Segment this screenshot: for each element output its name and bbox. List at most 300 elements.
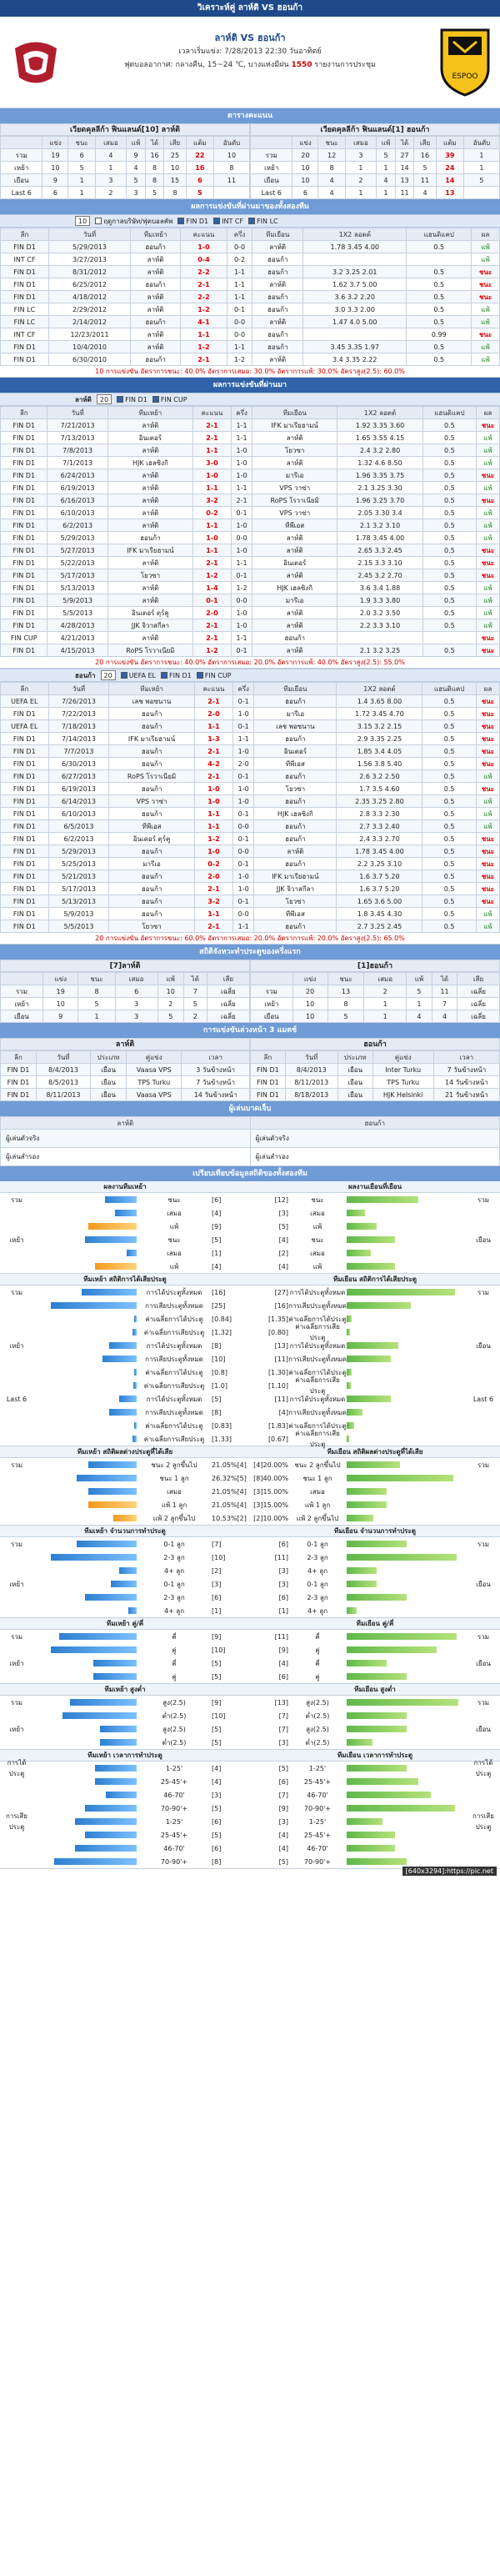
bar-value: [11] xyxy=(274,1355,288,1363)
bar-label: ค่าเฉลี่ยการเสียประตู xyxy=(143,1381,205,1390)
table-row xyxy=(1,720,500,733)
bar-home xyxy=(70,1699,137,1706)
bar-value: [5] xyxy=(212,1804,222,1812)
checkbox-icon[interactable] xyxy=(121,672,128,679)
table-cell: 4 xyxy=(318,174,345,187)
table-cell: FIN D1 xyxy=(1,870,49,883)
checkbox-icon[interactable] xyxy=(178,218,184,224)
table-cell: IFK มาเรียฮามน์ xyxy=(108,544,192,557)
bar-value: [5] xyxy=(278,1764,288,1772)
column-header: เสีย xyxy=(164,137,187,149)
table-cell: 0.5 xyxy=(422,758,477,770)
bar-track xyxy=(33,1289,137,1296)
table-cell: 8/31/2012 xyxy=(48,266,130,278)
bar-value: [4] xyxy=(278,1408,288,1416)
bar-away xyxy=(347,1845,395,1852)
column-header xyxy=(251,973,293,985)
bar-track xyxy=(33,1594,137,1601)
stat-row-home xyxy=(0,1537,250,1551)
table-cell: 6/30/2010 xyxy=(48,353,130,366)
table-cell: 1-0 xyxy=(232,469,252,482)
h2h-filter-3[interactable]: FIN LC xyxy=(248,218,278,225)
table-row xyxy=(1,532,500,544)
table-cell: ฮอนก้า xyxy=(252,632,338,644)
bar-value: [6] xyxy=(212,1817,222,1826)
table-cell: FIN D1 xyxy=(1,708,49,720)
table-cell: 0.5 xyxy=(422,695,477,708)
recent-home-count[interactable]: 20 xyxy=(97,394,112,404)
checkbox-icon[interactable] xyxy=(152,396,159,403)
bar-home xyxy=(88,1461,137,1468)
stat-row-away xyxy=(250,1670,500,1683)
column-header: แต้ม xyxy=(186,137,213,149)
table-cell: 4 xyxy=(377,174,396,187)
table-cell: 4/18/2012 xyxy=(48,291,130,303)
stat-side-home xyxy=(0,1537,250,1617)
table-cell: แพ้ xyxy=(477,594,500,607)
stat-block xyxy=(0,1458,500,1526)
table-cell: 1-1 xyxy=(227,291,252,303)
bar-label: สูง(2.5) xyxy=(306,1698,329,1706)
bar-track xyxy=(33,1858,137,1865)
table-row xyxy=(1,745,500,758)
recent-away-filter-bar xyxy=(0,669,500,682)
stat-side-away xyxy=(250,1759,500,1868)
table-cell: 1-4 xyxy=(192,582,231,594)
bar-label: คี่ xyxy=(315,1632,320,1641)
table-cell: ลาห์ติ xyxy=(108,557,192,569)
table-row xyxy=(1,908,500,920)
table-cell: 4 xyxy=(432,1010,457,1023)
bar-value: [25] xyxy=(212,1301,226,1310)
table-cell: 0.5 xyxy=(422,519,476,532)
table-cell: 0-0 xyxy=(227,316,252,328)
column-header: ครึ่ง xyxy=(227,228,252,241)
bar-value: [9] xyxy=(212,1222,222,1230)
table-cell: ลาห์ติ xyxy=(108,507,192,519)
recent-away-filter-2[interactable]: FIN D1 xyxy=(161,672,192,679)
table-cell: JJK จิวาสกีลา xyxy=(254,883,337,895)
bar-home xyxy=(111,1581,137,1587)
table-cell: ลาห์ติ xyxy=(108,469,192,482)
table-cell: 1-1 xyxy=(232,482,252,494)
recent-away-filter-3[interactable]: FIN CUP xyxy=(197,672,232,679)
column-header: ชนะ xyxy=(318,137,345,149)
column-header: 1X2 ลอตต์ xyxy=(338,407,423,419)
bar-label: การได้ประตูทั้งหมด xyxy=(146,1288,202,1296)
table-cell: 8 xyxy=(328,998,364,1010)
recent-home-filter-1[interactable]: FIN D1 xyxy=(117,396,148,403)
bar-track xyxy=(33,1633,137,1640)
table-cell: ฮอนก้า xyxy=(109,720,195,733)
stat-row-away xyxy=(250,1828,500,1842)
bar-away xyxy=(347,1646,437,1653)
bar-label: 4+ ลูก xyxy=(163,1566,185,1575)
table-row xyxy=(1,795,500,808)
bar-away xyxy=(347,1356,391,1362)
table-cell: 14 วันข้างหน้า xyxy=(433,1076,499,1089)
table-cell: HJK เฮลซิงกิ xyxy=(252,582,338,594)
bar-value: [1.10] xyxy=(268,1381,288,1390)
table-cell: 1 xyxy=(345,162,376,174)
bar-label: การเสียประตูทั้งหมด xyxy=(288,1301,347,1310)
table-cell xyxy=(303,328,407,341)
bar-track xyxy=(347,1501,467,1508)
h2h-count-select[interactable]: 10 xyxy=(75,216,90,226)
table-cell: 6/30/2013 xyxy=(48,758,109,770)
table-cell: 1 xyxy=(95,162,126,174)
bar-away xyxy=(347,1567,377,1574)
bar-label: 46-70' xyxy=(307,1844,328,1852)
column-header: คู่แข่ง xyxy=(372,1051,433,1064)
table-cell: 2.0 3.2 3.50 xyxy=(338,607,423,619)
bar-label: ชนะ xyxy=(311,1195,324,1204)
table-cell: 8/5/2013 xyxy=(36,1076,90,1089)
table-cell: เหย้า xyxy=(251,162,292,174)
column-header: แพ้ xyxy=(127,137,146,149)
column-header: แพ้ xyxy=(377,137,396,149)
table-cell: VPS วาซ่า xyxy=(252,482,338,494)
table-cell: 2-1 xyxy=(194,770,232,783)
table-cell: 0.5 xyxy=(422,457,476,469)
stat-title-right: ทีมเยือน สถิติผลต่างประตูที่ได้เสีย xyxy=(327,1448,423,1456)
table-row xyxy=(1,783,500,795)
bar-home xyxy=(119,1567,137,1574)
table-row xyxy=(1,557,500,569)
table-cell: 5 xyxy=(78,998,115,1010)
checkbox-icon[interactable] xyxy=(248,218,255,224)
table-cell: 12/23/2011 xyxy=(48,328,130,341)
table-row xyxy=(1,278,500,291)
table-cell: 4 xyxy=(127,162,146,174)
bar-away xyxy=(347,1792,431,1798)
table-cell: 6 xyxy=(68,149,95,162)
table-cell: FIN D1 xyxy=(1,908,49,920)
table-cell: 5 xyxy=(186,187,213,199)
table-row xyxy=(1,695,500,708)
table-cell: 3.4 3.35 2.22 xyxy=(303,353,407,366)
bar-away xyxy=(347,1673,407,1680)
bar-track xyxy=(33,1541,137,1547)
table-cell: 5/25/2013 xyxy=(48,858,109,870)
table-cell: TPS Turku xyxy=(127,1076,182,1089)
table-row xyxy=(251,174,500,187)
table-cell: 0-0 xyxy=(233,908,254,920)
table-row xyxy=(1,457,500,469)
table-cell xyxy=(338,632,423,644)
bar-track xyxy=(347,1646,467,1653)
recent-away-count[interactable]: 20 xyxy=(101,670,116,680)
table-cell: 2 xyxy=(183,1010,207,1023)
bar-value: [2]10.00% xyxy=(253,1514,288,1522)
bar-away xyxy=(347,1210,365,1216)
table-cell: แพ้ xyxy=(476,820,499,833)
table-cell: 15 xyxy=(164,174,187,187)
table-cell: ลาห์ติ xyxy=(108,494,192,507)
table-cell: INT CF xyxy=(1,328,49,341)
table-cell: 0.5 xyxy=(422,532,476,544)
table-cell: 1-1 xyxy=(227,278,252,291)
table-cell: 0.5 xyxy=(422,883,477,895)
table-cell: 0.5 xyxy=(407,291,472,303)
table-cell: ฮอนก้า xyxy=(254,770,337,783)
table-cell: 1-0 xyxy=(194,795,232,808)
table-cell: 4 xyxy=(95,149,126,162)
table-cell: FIN D1 xyxy=(1,833,49,845)
bar-value: [5] xyxy=(212,1725,222,1733)
table-cell: FIN D1 xyxy=(1,895,49,908)
table-cell: 0-1 xyxy=(227,303,252,316)
bar-value: [10] xyxy=(212,1711,226,1720)
table-cell: เยือน xyxy=(338,1076,372,1089)
bar-home xyxy=(93,1660,137,1666)
table-row xyxy=(1,858,500,870)
table-row xyxy=(251,1064,500,1076)
table-cell: 1.65 3.55 4.15 xyxy=(338,432,423,444)
checkbox-icon[interactable] xyxy=(95,218,102,224)
h2h-filter-2[interactable]: INT CF xyxy=(213,218,243,225)
table-cell: ชนะ xyxy=(476,870,499,883)
table-cell: 0-2 xyxy=(227,253,252,266)
bar-label: 2-3 ลูก xyxy=(163,1593,185,1601)
espoo-text: ESPOO xyxy=(452,73,478,81)
table-cell: 21 วันข้างหน้า xyxy=(433,1089,499,1101)
table-cell: 2-1 xyxy=(181,353,228,366)
table-cell: ฮอนก้า xyxy=(254,695,337,708)
table-cell: FIN CUP xyxy=(1,632,48,644)
table-cell: 0-2 xyxy=(194,858,232,870)
table-cell: 10 xyxy=(158,985,183,998)
table-cell: 0.5 xyxy=(422,733,477,745)
recent-home-filter-2[interactable]: FIN CUP xyxy=(152,396,188,403)
bar-value: [2] xyxy=(278,1249,288,1257)
bar-label: การเสียประตูทั้งหมด xyxy=(145,1408,203,1416)
top-title-bar: วิเคราะห์คู่ ลาห์ติ VS ฮอนก้า xyxy=(0,0,500,17)
column-header: ได้ xyxy=(183,973,207,985)
bar-label: 0-1 ลูก xyxy=(163,1580,185,1588)
bar-track xyxy=(33,1832,137,1838)
bar-track xyxy=(33,1329,137,1336)
table-row xyxy=(1,266,500,278)
bar-track xyxy=(33,1739,137,1746)
stat-title-left: ทีมเหย้า สูงต่ำ xyxy=(104,1686,146,1693)
table-cell: ฮอนก้า xyxy=(252,341,303,353)
table-cell: 5/13/2013 xyxy=(48,895,109,908)
bar-value: [11] xyxy=(274,1553,288,1561)
column-header: ประเภท xyxy=(338,1051,372,1064)
bar-home xyxy=(88,1488,137,1495)
bar-track xyxy=(347,1436,467,1442)
bar-label: การได้ประตูทั้งหมด xyxy=(289,1395,346,1403)
table-cell: ฮอนก้า xyxy=(254,858,337,870)
bar-track xyxy=(33,1818,137,1825)
bar-value: [27] xyxy=(274,1288,288,1296)
table-cell: 2.6 3.2 2.50 xyxy=(337,770,422,783)
table-cell: ลาห์ติ xyxy=(108,582,192,594)
bar-value: [7] xyxy=(278,1725,288,1733)
table-cell: ลาห์ติ xyxy=(131,253,181,266)
standings-section-title: ตารางคะแนน xyxy=(0,108,500,123)
bar-label: สูง(2.5) xyxy=(162,1725,186,1733)
bar-home xyxy=(109,1342,137,1349)
bar-label: 1-25' xyxy=(165,1817,183,1826)
table-cell: 6/27/2013 xyxy=(48,770,109,783)
table-cell: 1 xyxy=(406,998,432,1010)
bar-label: 70-90'+ xyxy=(303,1857,332,1866)
table-cell: 1-1 xyxy=(192,544,231,557)
table-cell: 7/1/2013 xyxy=(48,457,108,469)
bar-label: การเสียประตูทั้งหมด xyxy=(145,1301,203,1310)
bar-home xyxy=(95,1263,137,1270)
column-header: เสมอ xyxy=(345,137,376,149)
bar-track xyxy=(33,1196,137,1203)
bar-value: [9] xyxy=(212,1632,222,1641)
stat-row-home xyxy=(0,1722,250,1736)
bar-track xyxy=(347,1633,467,1640)
stat-row-home xyxy=(0,1828,250,1842)
checkbox-icon[interactable] xyxy=(117,396,123,403)
table-cell: 8 xyxy=(145,174,163,187)
table-cell: ลาห์ติ xyxy=(252,278,303,291)
table-cell: Vaasa VPS xyxy=(127,1089,182,1101)
bar-value: [7] xyxy=(278,1791,288,1799)
table-cell: ชนะ xyxy=(476,783,499,795)
table-cell: 6/19/2013 xyxy=(48,482,108,494)
table-cell: FIN D1 xyxy=(1,607,48,619)
h2h-filter-1[interactable]: FIN D1 xyxy=(178,218,208,225)
injuries-home-team: ลาห์ติ xyxy=(1,1117,251,1130)
stat-title-right: ทีมเยือน จำนวนการทำประตู xyxy=(334,1527,416,1535)
stat-row-home xyxy=(0,1577,250,1591)
bar-home xyxy=(54,1858,137,1865)
stat-row-home xyxy=(0,1406,250,1419)
table-cell: เฉลี่ย xyxy=(207,1010,249,1023)
table-cell: 5/29/2013 xyxy=(48,532,108,544)
bar-value: [0.84] xyxy=(212,1315,232,1323)
bar-label: แพ้ 1 ลูก xyxy=(161,1501,188,1509)
bar-label: 1-25' xyxy=(165,1764,183,1772)
bar-away xyxy=(347,1554,457,1561)
weather-line xyxy=(0,58,500,70)
bar-label: แพ้ 2 ลูกขึ้นไป xyxy=(152,1514,196,1522)
table-row xyxy=(1,582,500,594)
side-label: รวม xyxy=(10,1195,23,1204)
bar-track xyxy=(347,1712,467,1719)
stat-row-away xyxy=(250,1759,500,1777)
upcoming-home-caption: ลาห์ติ xyxy=(0,1038,250,1050)
table-cell: ฮอนก้า xyxy=(109,708,195,720)
table-cell: ฮอนก้า xyxy=(254,820,337,833)
stat-row-home xyxy=(0,1246,250,1260)
bar-track xyxy=(33,1660,137,1666)
table-cell: 13 xyxy=(436,187,463,199)
column-header: 1X2 ลอตต์ xyxy=(337,683,422,695)
bar-track xyxy=(33,1515,137,1521)
column-header: ลีก xyxy=(1,228,49,241)
bar-label: เสมอ xyxy=(310,1249,325,1257)
recent-away-filter-1[interactable]: UEFA EL xyxy=(121,672,156,679)
column-header: ประเภท xyxy=(90,1051,126,1064)
table-cell: 0-0 xyxy=(232,532,252,544)
table-cell: 0-1 xyxy=(232,507,252,519)
table-row xyxy=(1,569,500,582)
bar-track xyxy=(33,1712,137,1719)
table-row xyxy=(1,494,500,507)
table-cell: ลาห์ติ xyxy=(252,353,303,366)
table-cell: เยือน xyxy=(338,1064,372,1076)
bar-track xyxy=(33,1805,137,1812)
table-cell: 1-1 xyxy=(194,808,232,820)
table-cell: 6 xyxy=(42,187,68,199)
stat-row-home xyxy=(0,1709,250,1722)
checkbox-icon[interactable] xyxy=(197,672,203,679)
bar-value: [6] xyxy=(212,1844,222,1852)
checkbox-icon[interactable] xyxy=(161,672,168,679)
table-cell: ชนะ xyxy=(476,895,499,908)
table-cell: เลช พอซนาน xyxy=(254,720,337,733)
table-cell: FIN D1 xyxy=(1,883,49,895)
table-cell: อินเตอร์ xyxy=(254,745,337,758)
bar-label: ค่าเฉลี่ยการเสียประตู xyxy=(295,1323,340,1341)
table-cell xyxy=(463,187,499,199)
stat-row-away xyxy=(250,1537,500,1551)
table-cell: 0.5 xyxy=(422,845,477,858)
injuries-home-subs: ผู้เล่นสำรอง xyxy=(1,1148,251,1166)
bar-label: ต่ำ(2.5) xyxy=(162,1711,187,1720)
injuries-section-title: ผู้เล่นบาดเจ็บ xyxy=(0,1101,500,1116)
table-cell: รวม xyxy=(251,149,292,162)
bar-track xyxy=(347,1726,467,1732)
bar-track xyxy=(347,1699,467,1706)
table-cell: แพ้ xyxy=(476,920,499,933)
table-cell: 2-1 xyxy=(181,278,228,291)
table-cell: 2-1 xyxy=(192,419,231,432)
checkbox-icon[interactable] xyxy=(213,218,220,224)
stat-row-away xyxy=(250,1630,500,1643)
htft-away xyxy=(250,960,500,1023)
table-row xyxy=(1,594,500,607)
table-cell: FIN D1 xyxy=(251,1076,286,1089)
table-cell: ลาห์ติ xyxy=(108,594,192,607)
table-row xyxy=(1,519,500,532)
table-cell: 2.2 3.3 3.10 xyxy=(338,619,423,632)
bar-track xyxy=(347,1356,467,1362)
stat-row-away xyxy=(250,1709,500,1722)
bar-track xyxy=(347,1488,467,1495)
table-cell: 5/9/2013 xyxy=(48,594,108,607)
table-cell: IFK มาเรียฮามน์ xyxy=(252,419,338,432)
bar-track xyxy=(33,1236,137,1243)
bar-value: 21.05%[4] xyxy=(212,1501,247,1509)
bar-label: คู่ xyxy=(315,1646,320,1654)
table-cell: 1.85 3.4 4.05 xyxy=(337,745,422,758)
table-row xyxy=(1,833,500,845)
column-header: เสีย xyxy=(458,973,500,985)
table-cell: เหย้า xyxy=(251,998,293,1010)
bar-home xyxy=(119,1396,137,1402)
bar-home xyxy=(85,1594,137,1601)
table-cell: 3.15 3.2 2.15 xyxy=(337,720,422,733)
table-cell: 1-1 xyxy=(194,820,232,833)
column-header: เสีย xyxy=(207,973,249,985)
table-cell: 1.65 3.6 5.00 xyxy=(337,895,422,908)
table-cell: 2.8 3.3 2.30 xyxy=(337,808,422,820)
table-cell: 5 xyxy=(463,174,499,187)
bar-label: เสมอ xyxy=(167,1249,182,1257)
table-cell: 0.5 xyxy=(422,594,476,607)
table-cell: 0.5 xyxy=(422,482,476,494)
table-cell: 0-2 xyxy=(192,507,231,519)
